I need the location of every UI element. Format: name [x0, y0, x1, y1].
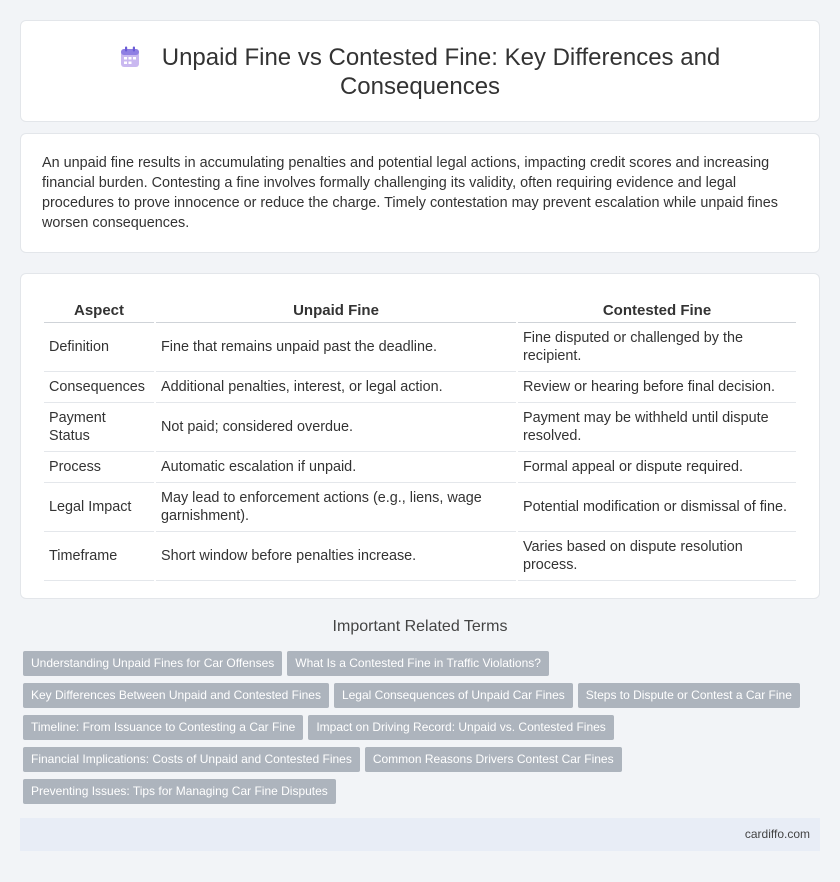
footer-site-link[interactable]: cardiffo.com [744, 827, 810, 841]
comparison-table-card [20, 273, 820, 599]
related-term-tag[interactable]: Common Reasons Drivers Contest Car Fines [365, 747, 622, 772]
related-term-tag[interactable]: Financial Implications: Costs of Unpaid and Contested Fines [23, 747, 360, 772]
table-row [44, 403, 796, 452]
summary-card [20, 133, 820, 253]
header-card [20, 20, 820, 122]
header-contested-fine: Contested Fine [518, 294, 796, 323]
table-cell: Payment may be withheld until dispute resolved. [518, 403, 796, 452]
table-cell: Automatic escalation if unpaid. [156, 452, 516, 483]
related-terms-heading: Important Related Terms [332, 618, 508, 635]
table-cell: Short window before penalties increase. [156, 532, 516, 581]
footer [20, 818, 820, 851]
table-cell: May lead to enforcement actions (e.g., liens, wage garnishment). [156, 483, 516, 532]
table-cell: Payment Status [44, 403, 154, 452]
table-cell: Review or hearing before final decision. [518, 372, 796, 403]
table-row [44, 372, 796, 403]
table-row [44, 532, 796, 581]
summary-text: An unpaid fine results in accumulating penalties and potential legal actions, impacting credit scores and increasing financial burden. Contesting a fine involves formally challenging its validity, often requiring evidence and legal procedures to prove innocence or reduce the charge. Timely contestation may prevent escalation while unpaid fines worsen consequences. [42, 155, 778, 231]
related-terms-list [23, 651, 813, 811]
table-row [44, 452, 796, 483]
header-unpaid-fine: Unpaid Fine [156, 294, 516, 323]
page-title [21, 43, 819, 101]
table-cell: Consequences [44, 372, 154, 403]
table-row [44, 323, 796, 372]
title-line-1: Unpaid Fine vs Contested Fine: Key Differences and [161, 44, 721, 71]
table-cell: Additional penalties, interest, or legal action. [156, 372, 516, 403]
related-term-tag[interactable]: What Is a Contested Fine in Traffic Violations? [287, 651, 549, 676]
table-cell: Not paid; considered overdue. [156, 403, 516, 452]
related-term-tag[interactable]: Key Differences Between Unpaid and Contested Fines [23, 683, 329, 708]
related-term-tag[interactable]: Steps to Dispute or Contest a Car Fine [578, 683, 800, 708]
table-row [44, 483, 796, 532]
table-cell: Potential modification or dismissal of fine. [518, 483, 796, 532]
header-aspect: Aspect [44, 294, 154, 323]
table-cell: Formal appeal or dispute required. [518, 452, 796, 483]
table-cell: Legal Impact [44, 483, 154, 532]
comparison-table [42, 294, 798, 581]
title-line-2: Consequences [339, 73, 501, 100]
related-term-tag[interactable]: Legal Consequences of Unpaid Car Fines [334, 683, 573, 708]
related-term-tag[interactable]: Timeline: From Issuance to Contesting a Car Fine [23, 715, 303, 740]
calendar-icon [120, 46, 140, 68]
table-cell: Varies based on dispute resolution process. [518, 532, 796, 581]
table-cell: Timeframe [44, 532, 154, 581]
related-term-tag[interactable]: Preventing Issues: Tips for Managing Car Fine Disputes [23, 779, 336, 804]
table-cell: Fine disputed or challenged by the recipient. [518, 323, 796, 372]
related-term-tag[interactable]: Understanding Unpaid Fines for Car Offenses [23, 651, 282, 676]
table-header-row [44, 294, 796, 323]
table-cell: Process [44, 452, 154, 483]
table-cell: Fine that remains unpaid past the deadline. [156, 323, 516, 372]
related-term-tag[interactable]: Impact on Driving Record: Unpaid vs. Contested Fines [308, 715, 613, 740]
table-cell: Definition [44, 323, 154, 372]
